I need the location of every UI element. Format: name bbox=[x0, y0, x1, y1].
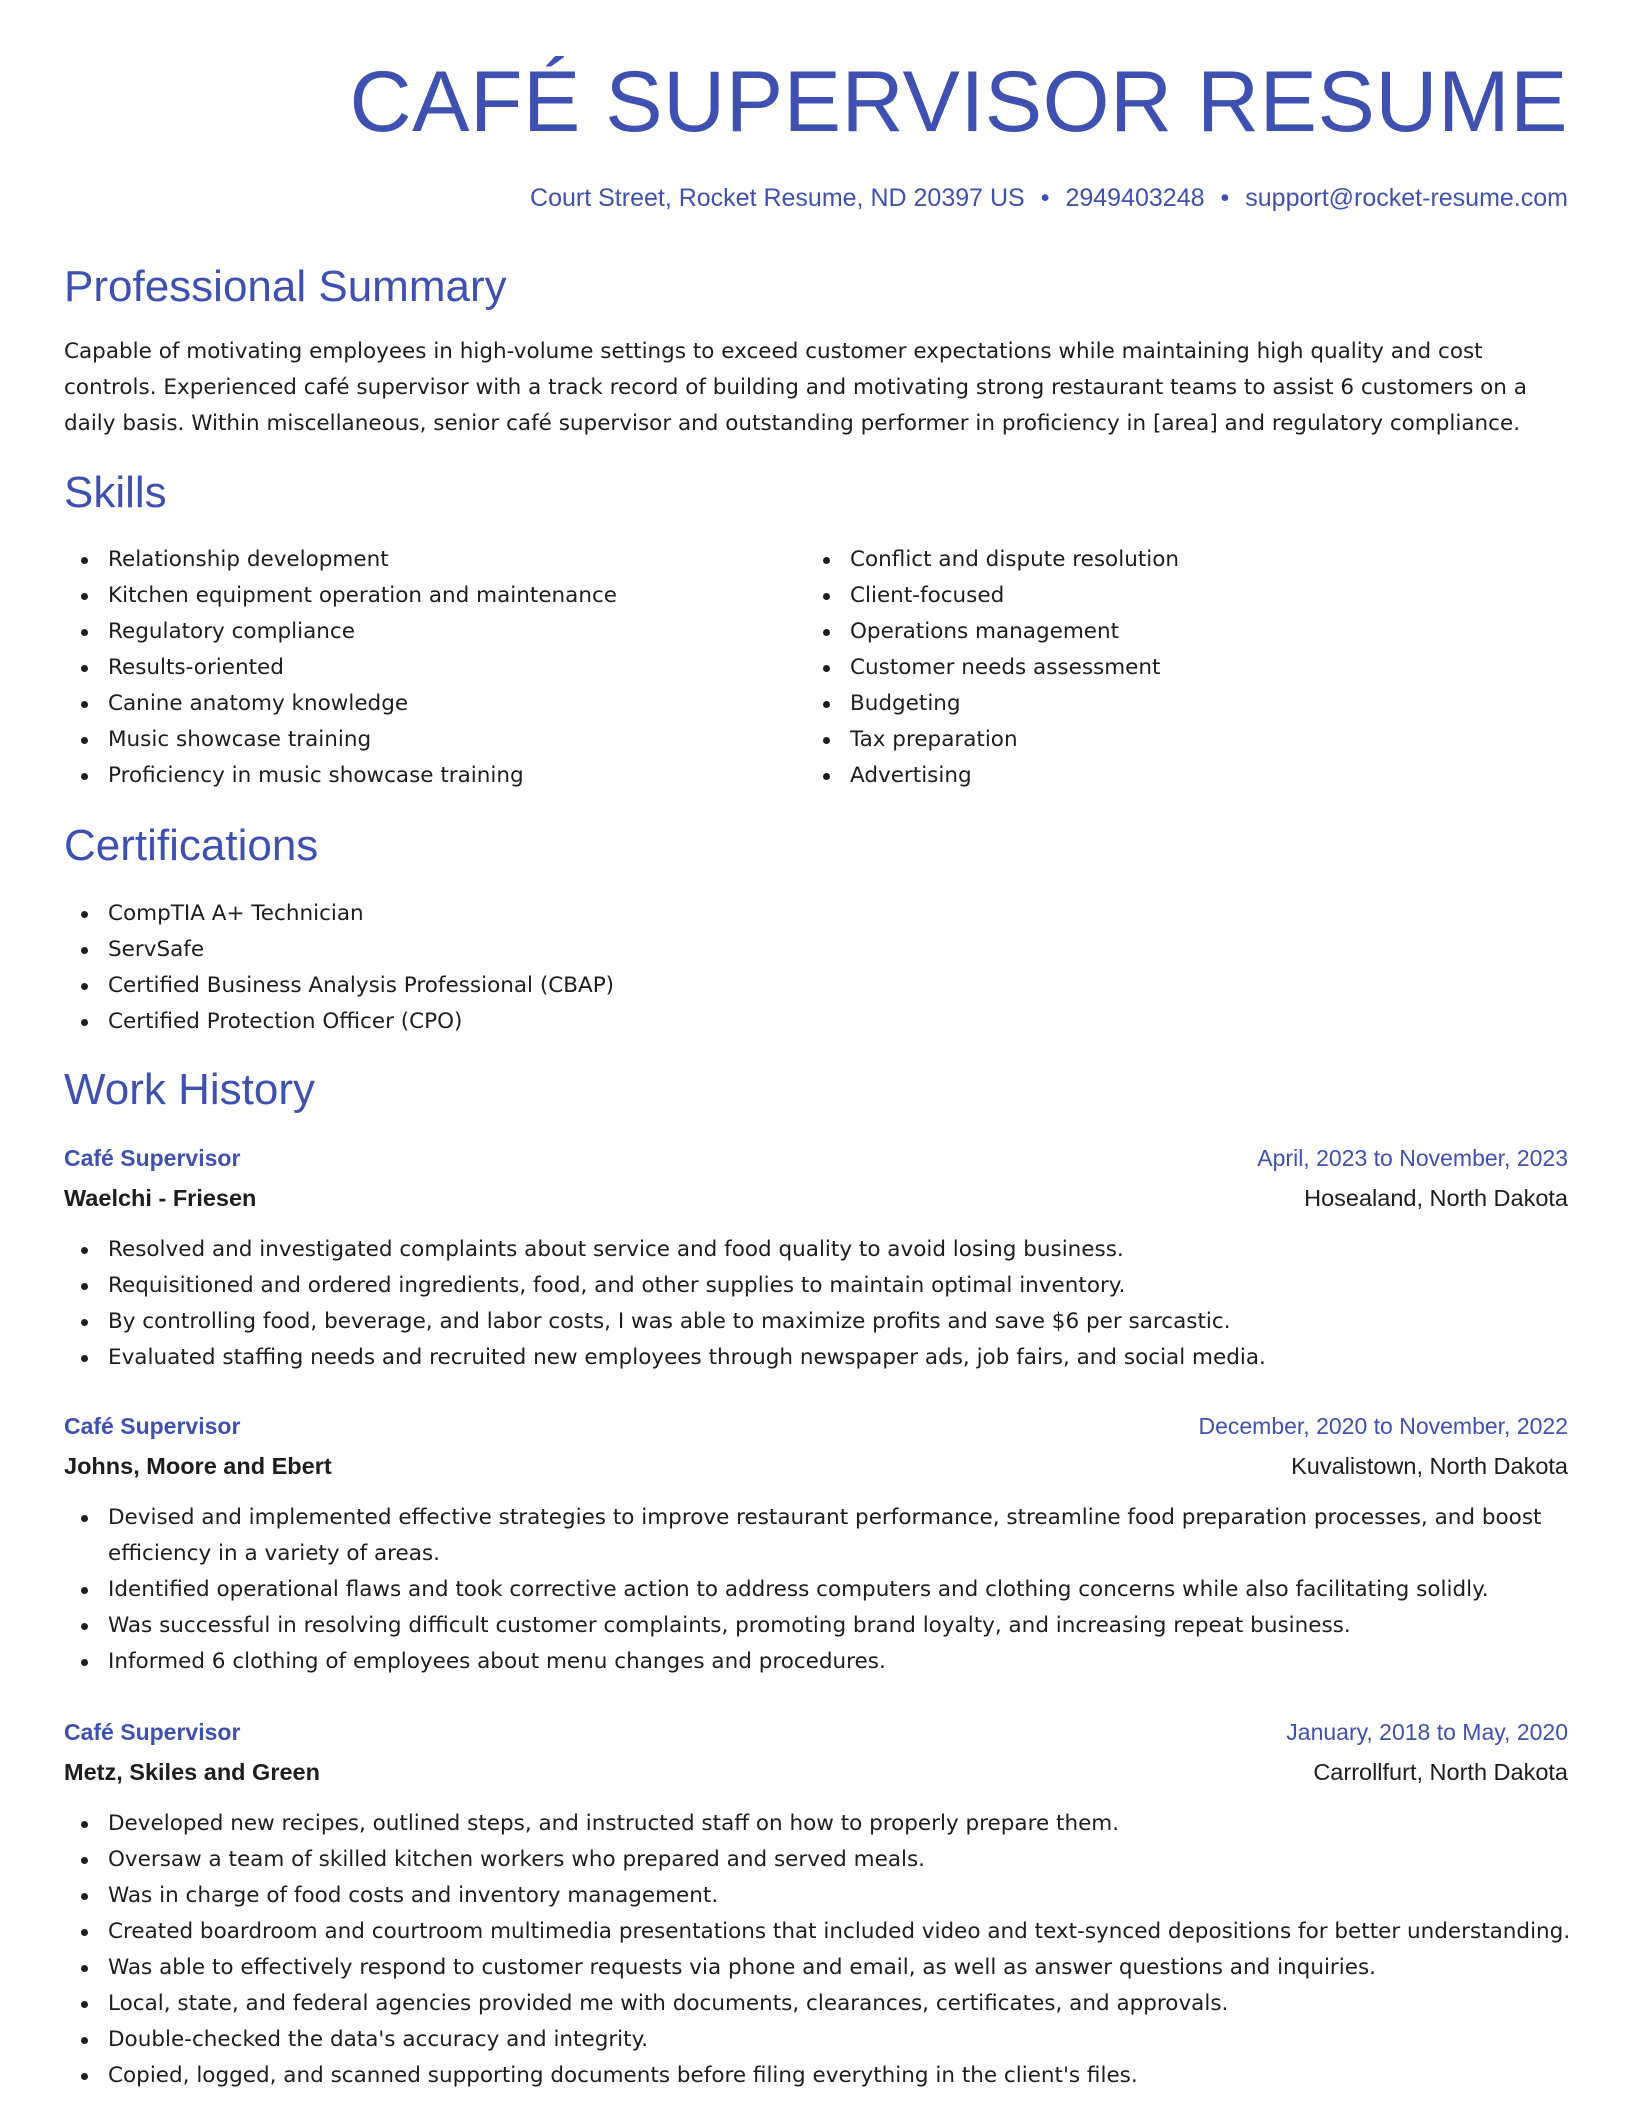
job-bullet: Resolved and investigated complaints about service and food quality to avoid losing business. bbox=[64, 1232, 1568, 1268]
job-bullet: Devised and implemented effective strategies to improve restaurant performance, streamline food preparation processes, and boost efficiency in a variety of areas. bbox=[64, 1500, 1568, 1572]
job-title: Café Supervisor bbox=[64, 1145, 241, 1171]
skill-item: Budgeting bbox=[806, 686, 1179, 722]
summary-heading: Professional Summary bbox=[64, 262, 507, 311]
job-bullet: Created boardroom and courtroom multimedia presentations that included video and text-synced depositions for better understanding. bbox=[64, 1914, 1568, 1950]
skill-item: Kitchen equipment operation and maintenance bbox=[64, 578, 617, 614]
job-bullet: Was successful in resolving difficult customer complaints, promoting brand loyalty, and increasing repeat business. bbox=[64, 1608, 1568, 1644]
job-bullets bbox=[64, 1500, 1568, 1680]
job-entry bbox=[64, 1408, 1568, 1680]
certification-item: CompTIA A+ Technician bbox=[64, 896, 614, 932]
job-bullet: Identified operational flaws and took corrective action to address computers and clothing concerns while also facilitating solidly. bbox=[64, 1572, 1568, 1608]
job-company: Metz, Skiles and Green bbox=[64, 1759, 320, 1785]
job-entry bbox=[64, 1140, 1568, 1376]
job-location: Carrollfurt, North Dakota bbox=[1313, 1759, 1568, 1785]
job-bullet: Informed 6 clothing of employees about menu changes and procedures. bbox=[64, 1644, 1568, 1680]
job-dates: January, 2018 to May, 2020 bbox=[1286, 1719, 1568, 1745]
job-company: Waelchi - Friesen bbox=[64, 1185, 257, 1211]
job-title-row bbox=[64, 1140, 1568, 1180]
job-bullets bbox=[64, 1806, 1571, 2094]
skill-item: Customer needs assessment bbox=[806, 650, 1179, 686]
contact-email[interactable]: support@rocket-resume.com bbox=[1245, 184, 1568, 212]
job-bullet: Was in charge of food costs and inventory management. bbox=[64, 1878, 1568, 1914]
job-bullets bbox=[64, 1232, 1568, 1376]
job-title: Café Supervisor bbox=[64, 1413, 241, 1439]
job-title-row bbox=[64, 1714, 1568, 1754]
skill-item: Operations management bbox=[806, 614, 1179, 650]
skill-item: Client-focused bbox=[806, 578, 1179, 614]
certifications-heading: Certifications bbox=[64, 821, 319, 870]
skill-item: Music showcase training bbox=[64, 722, 617, 758]
skill-item: Results-oriented bbox=[64, 650, 617, 686]
job-bullet: Evaluated staffing needs and recruited new employees through newspaper ads, job fairs, and social media. bbox=[64, 1340, 1568, 1376]
job-bullet: Local, state, and federal agencies provided me with documents, clearances, certificates, and approvals. bbox=[64, 1986, 1568, 2022]
contact-address: Court Street, Rocket Resume, ND 20397 US bbox=[530, 184, 1025, 212]
skills-list-right bbox=[806, 542, 1179, 794]
skill-item: Advertising bbox=[806, 758, 1179, 794]
job-bullet: Double-checked the data's accuracy and integrity. bbox=[64, 2022, 1568, 2058]
job-company-row bbox=[64, 1754, 1568, 1794]
contact-line bbox=[530, 178, 1568, 218]
resume-title: CAFÉ SUPERVISOR RESUME bbox=[349, 54, 1568, 150]
contact-separator: • bbox=[1040, 184, 1050, 212]
job-bullet: By controlling food, beverage, and labor costs, I was able to maximize profits and save $6 per sarcastic. bbox=[64, 1304, 1568, 1340]
skills-list-left bbox=[64, 542, 617, 794]
skill-item: Relationship development bbox=[64, 542, 617, 578]
certifications-list bbox=[64, 896, 614, 1040]
certification-item: ServSafe bbox=[64, 932, 614, 968]
contact-separator: • bbox=[1220, 184, 1230, 212]
job-bullet: Oversaw a team of skilled kitchen workers who prepared and served meals. bbox=[64, 1842, 1568, 1878]
work-history-heading: Work History bbox=[64, 1065, 315, 1114]
job-company-row bbox=[64, 1180, 1568, 1220]
skill-item: Regulatory compliance bbox=[64, 614, 617, 650]
job-entry bbox=[64, 1714, 1571, 2094]
contact-phone: 2949403248 bbox=[1065, 184, 1205, 212]
job-title-row bbox=[64, 1408, 1568, 1448]
job-bullet: Was able to effectively respond to customer requests via phone and email, as well as answer questions and inquiries. bbox=[64, 1950, 1568, 1986]
job-company-row bbox=[64, 1448, 1568, 1488]
skill-item: Proficiency in music showcase training bbox=[64, 758, 617, 794]
job-bullet: Developed new recipes, outlined steps, and instructed staff on how to properly prepare them. bbox=[64, 1806, 1568, 1842]
skill-item: Tax preparation bbox=[806, 722, 1179, 758]
job-company: Johns, Moore and Ebert bbox=[64, 1453, 332, 1479]
skill-item: Canine anatomy knowledge bbox=[64, 686, 617, 722]
summary-text: Capable of motivating employees in high-volume settings to exceed customer expectations while maintaining high quality and cost controls. Experienced café supervisor with a track record of building and motivating strong restaurant teams to assist 6 customers on a daily basis. Within miscellaneous, senior café supervisor and outstanding performer in proficiency in [area] and regulatory compliance. bbox=[64, 339, 1527, 436]
skill-item: Conflict and dispute resolution bbox=[806, 542, 1179, 578]
job-location: Kuvalistown, North Dakota bbox=[1291, 1453, 1568, 1479]
certification-item: Certified Protection Officer (CPO) bbox=[64, 1004, 614, 1040]
job-dates: December, 2020 to November, 2022 bbox=[1198, 1413, 1568, 1439]
skills-heading: Skills bbox=[64, 468, 167, 517]
job-location: Hosealand, North Dakota bbox=[1304, 1185, 1568, 1211]
job-bullet: Copied, logged, and scanned supporting documents before filing everything in the client's files. bbox=[64, 2058, 1568, 2094]
certification-item: Certified Business Analysis Professional (CBAP) bbox=[64, 968, 614, 1004]
job-bullet: Requisitioned and ordered ingredients, food, and other supplies to maintain optimal inventory. bbox=[64, 1268, 1568, 1304]
job-title: Café Supervisor bbox=[64, 1719, 241, 1745]
job-dates: April, 2023 to November, 2023 bbox=[1257, 1145, 1568, 1171]
